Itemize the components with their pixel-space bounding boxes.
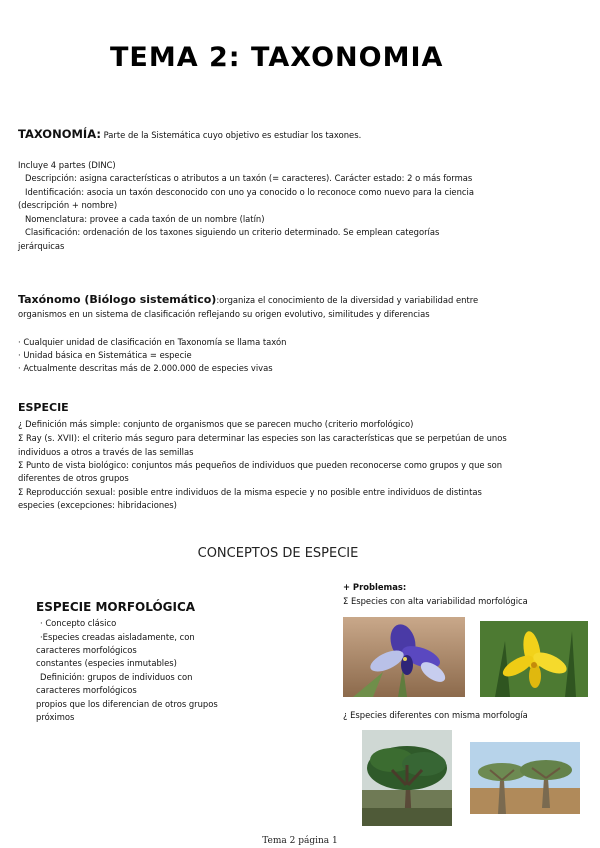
especie-heading: ESPECIE bbox=[18, 401, 69, 414]
yellow-iris-photo bbox=[480, 621, 588, 697]
morfologica-line: ·Especies creadas aisladamente, con bbox=[40, 632, 195, 642]
taxonomia-definition: Parte de la Sistemática cuyo objetivo es estudiar los taxones. bbox=[103, 130, 362, 140]
morfologica-line: próximos bbox=[36, 712, 75, 722]
taxonomo-line bbox=[18, 293, 478, 307]
morfologica-line: caracteres morfológicos bbox=[36, 645, 137, 655]
taxonomia-line: (descripción + nombre) bbox=[18, 200, 118, 210]
morfologica-line: caracteres morfológicos bbox=[36, 685, 137, 695]
especie-line: Σ Punto de vista biológico: conjuntos más pequeños de individuos que pueden reconocerse como grupos y que son bbox=[18, 460, 503, 470]
taxonomia-heading: TAXONOMÍA: bbox=[18, 127, 101, 141]
taxonomia-line: jerárquicas bbox=[18, 241, 65, 251]
taxonomia-line: Descripción: asigna características o atributos a un taxón (= caracteres). Carácter estado: 2 o más formas bbox=[25, 173, 473, 183]
taxonomo-bullet: · Actualmente descritas más de 2.000.000 de especies vivas bbox=[18, 363, 273, 373]
especie-line: ¿ Definición más simple: conjunto de organismos que se parecen mucho (criterio morfológico) bbox=[18, 419, 414, 429]
morfologica-heading: ESPECIE MORFOLÓGICA bbox=[36, 600, 196, 614]
dragon-tree-photo bbox=[362, 730, 452, 826]
problemas-item: Σ Especies con alta variabilidad morfológica bbox=[343, 596, 528, 606]
morfologica-line: constantes (especies inmutables) bbox=[36, 658, 177, 668]
dragon-tree-desert-photo bbox=[470, 742, 580, 814]
taxonomo-bullet: · Cualquier unidad de clasificación en Taxonomía se llama taxón bbox=[18, 337, 287, 347]
morfologica-line: propios que los diferencian de otros grupos bbox=[36, 699, 218, 709]
problemas-heading: + Problemas: bbox=[343, 582, 407, 592]
especie-line: Σ Reproducción sexual: posible entre individuos de la misma especie y no posible entre individuos de distintas bbox=[18, 487, 482, 497]
morfologica-line: · Concepto clásico bbox=[40, 618, 117, 628]
taxonomia-line: Incluye 4 partes (DINC) bbox=[18, 160, 116, 170]
morfologica-line: Definición: grupos de individuos con bbox=[40, 672, 193, 682]
especie-line: Σ Ray (s. XVII): el criterio más seguro para determinar las especies son las características que se perpetúan de unos bbox=[18, 433, 507, 443]
taxonomia-line: Clasificación: ordenación de los taxones siguiendo un criterio determinado. Se emplean categorías bbox=[25, 227, 440, 237]
purple-iris-photo bbox=[343, 617, 465, 697]
taxonomia-definition-line bbox=[18, 128, 361, 142]
taxonomia-line: Identificación: asocia un taxón desconocido con uno ya conocido o lo reconoce como nuevo para la ciencia bbox=[25, 187, 474, 197]
page-title: TEMA 2: TAXONOMIA bbox=[110, 42, 444, 73]
especie-line: especies (excepciones: hibridaciones) bbox=[18, 500, 177, 510]
especie-line: individuos a otros a través de las semillas bbox=[18, 447, 194, 457]
conceptos-title: CONCEPTOS DE ESPECIE bbox=[197, 546, 359, 561]
taxonomo-heading: Taxónomo (Biólogo sistemático) bbox=[18, 293, 217, 306]
page-footer: Tema 2 página 1 bbox=[262, 836, 338, 846]
taxonomia-line: Nomenclatura: provee a cada taxón de un nombre (latín) bbox=[25, 214, 265, 224]
taxonomo-definition: :organiza el conocimiento de la diversidad y variabilidad entre bbox=[216, 295, 479, 305]
taxonomo-definition-cont: organismos en un sistema de clasificación reflejando su origen evolutivo, similitudes y diferencias bbox=[18, 309, 430, 319]
especie-line: diferentes de otros grupos bbox=[18, 473, 129, 483]
taxonomo-bullet: · Unidad básica en Sistemática = especie bbox=[18, 350, 192, 360]
problemas-item: ¿ Especies diferentes con misma morfología bbox=[343, 710, 528, 720]
